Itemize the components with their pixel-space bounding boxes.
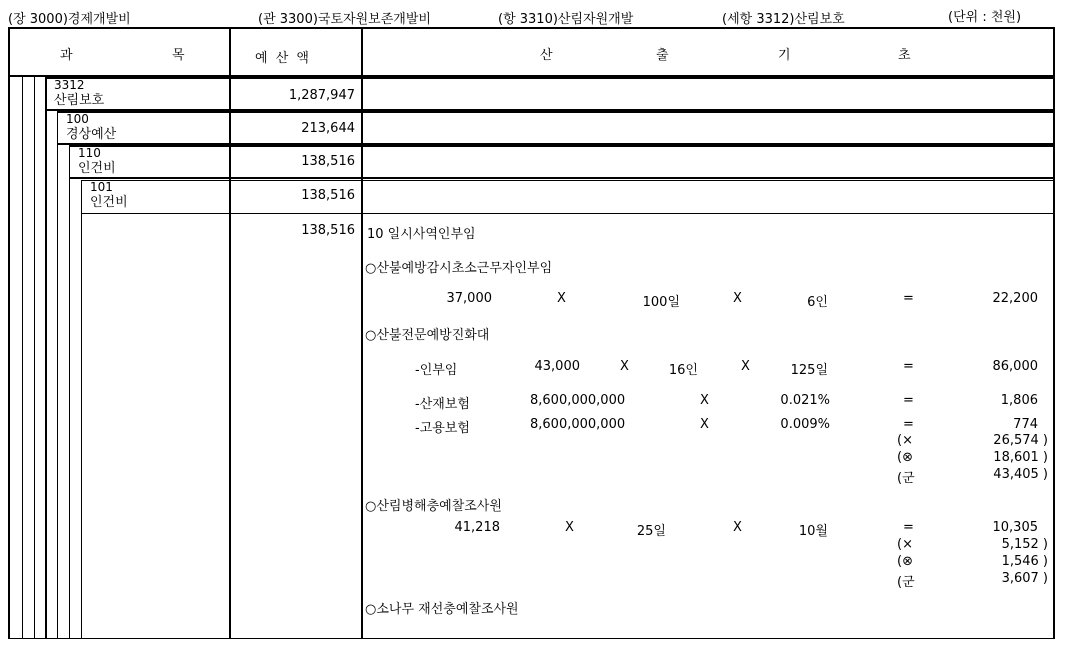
item2-row1-x2: X [741, 359, 750, 374]
item1-title: ○산불예방감시초소근무자인부임 [365, 261, 553, 276]
item2-row3-total: 774 [1013, 417, 1038, 432]
col-header-basis-3: 기 [778, 48, 791, 63]
row-amount-3312: 1,287,947 [288, 88, 355, 103]
item2-split1-tag: (× [897, 433, 913, 448]
item2-row3-c3: 0.009% [780, 417, 830, 432]
row-code-101: 101 [90, 180, 113, 194]
row-name-3312: 산림보호 [54, 93, 105, 108]
row-border [69, 177, 1055, 179]
item2-row2-label: -산재보험 [415, 397, 470, 412]
header-gwan: (관 3300)국토자원보존개발비 [258, 12, 431, 27]
row-name-101: 인건비 [90, 195, 128, 210]
item3-split2-value: 1,546 ) [1001, 554, 1048, 569]
item3-title: ○산림병해충예찰조사원 [365, 499, 502, 514]
budget-col-left-border [229, 27, 231, 639]
item2-row3-x1: X [700, 417, 709, 432]
row-amount-100: 213,644 [301, 121, 355, 136]
row-code-3312: 3312 [54, 78, 85, 92]
hierarchy-line [22, 77, 23, 639]
table-left-border [8, 27, 10, 639]
item3-eq: = [903, 520, 914, 535]
row-amount-110: 138,516 [301, 154, 355, 169]
hierarchy-line [81, 180, 82, 639]
row-border [81, 213, 1055, 214]
hierarchy-line [69, 145, 70, 639]
col-header-basis-4: 초 [898, 48, 911, 63]
item3-split3-tag: (군 [897, 575, 915, 590]
table-right-border [1053, 27, 1055, 639]
col-header-basis-1: 산 [540, 48, 553, 63]
col-header-subject-a: 과 [60, 48, 73, 63]
detail-amount: 138,516 [301, 223, 355, 238]
row-code-110: 110 [78, 146, 101, 160]
item2-split3-value: 43,405 ) [993, 467, 1048, 482]
item3-c2: 25일 [636, 524, 666, 539]
row-border [69, 145, 1055, 147]
row-name-100: 경상예산 [66, 127, 117, 142]
item1-c2: 100일 [642, 295, 680, 310]
item2-split3-tag: (군 [897, 471, 915, 486]
item2-row1-c2: 16인 [668, 363, 698, 378]
col-header-basis-2: 출 [656, 48, 669, 63]
col-header-subject-b: 목 [172, 48, 185, 63]
row-name-110: 인건비 [78, 161, 116, 176]
item3-x2: X [733, 520, 742, 535]
item1-c3: 6인 [807, 295, 828, 310]
item2-row2-c1: 8,600,000,000 [530, 393, 626, 408]
item3-split1-tag: (× [897, 537, 913, 552]
item3-c3: 10월 [798, 524, 828, 539]
item2-row1-x1: X [620, 359, 629, 374]
item3-c1: 41,218 [454, 520, 500, 535]
header-unit: (단위 : 천원) [948, 10, 1022, 25]
item1-c1: 37,000 [446, 291, 492, 306]
item3-split1-value: 5,152 ) [1001, 537, 1048, 552]
item3-split2-tag: (⊗ [897, 554, 913, 569]
item2-row3-c1: 8,600,000,000 [530, 417, 626, 432]
item3-total: 10,305 [992, 520, 1038, 535]
row-code-100: 100 [66, 112, 89, 126]
item2-row1-total: 86,000 [992, 359, 1038, 374]
item1-eq: = [903, 291, 914, 306]
header-sehang: (세항 3312)산림보호 [722, 12, 845, 27]
item2-row3-label: -고용보험 [415, 421, 470, 436]
item2-split2-tag: (⊗ [897, 450, 913, 465]
item1-x2: X [733, 291, 742, 306]
header-hang: (항 3310)산림자원개발 [498, 12, 634, 27]
item2-row1-c3: 125일 [790, 363, 828, 378]
item2-row2-x1: X [700, 393, 709, 408]
row-border [81, 180, 1055, 181]
hierarchy-line [34, 77, 35, 639]
detail-title: 10 일시사역인부임 [367, 227, 476, 242]
item2-split2-value: 18,601 ) [993, 450, 1048, 465]
col-header-budget: 예 산 액 [255, 51, 311, 66]
table-bottom-border [8, 638, 1055, 639]
item2-row2-c3: 0.021% [780, 393, 830, 408]
item4-title: ○소나무 재선충예찰조사원 [365, 602, 519, 617]
hierarchy-line [45, 77, 47, 639]
item2-row3-eq: = [903, 417, 914, 432]
table-top-border [8, 27, 1055, 29]
item1-total: 22,200 [992, 291, 1038, 306]
row-amount-101: 138,516 [301, 188, 355, 203]
item2-row1-eq: = [903, 359, 914, 374]
item2-row1-label: -인부임 [415, 363, 458, 378]
hierarchy-line [57, 111, 58, 639]
item3-x1: X [565, 520, 574, 535]
item2-row1-c1: 43,000 [534, 359, 580, 374]
item2-row2-eq: = [903, 393, 914, 408]
item2-row2-total: 1,806 [1000, 393, 1038, 408]
budget-col-right-border [361, 27, 363, 639]
row-border [57, 111, 1055, 113]
row-border [47, 77, 1055, 79]
item1-x1: X [557, 291, 566, 306]
item3-split3-value: 3,607 ) [1001, 571, 1048, 586]
header-jang: (장 3000)경제개발비 [8, 12, 131, 27]
item2-split1-value: 26,574 ) [993, 433, 1048, 448]
item2-title: ○산불전문예방진화대 [365, 328, 490, 343]
